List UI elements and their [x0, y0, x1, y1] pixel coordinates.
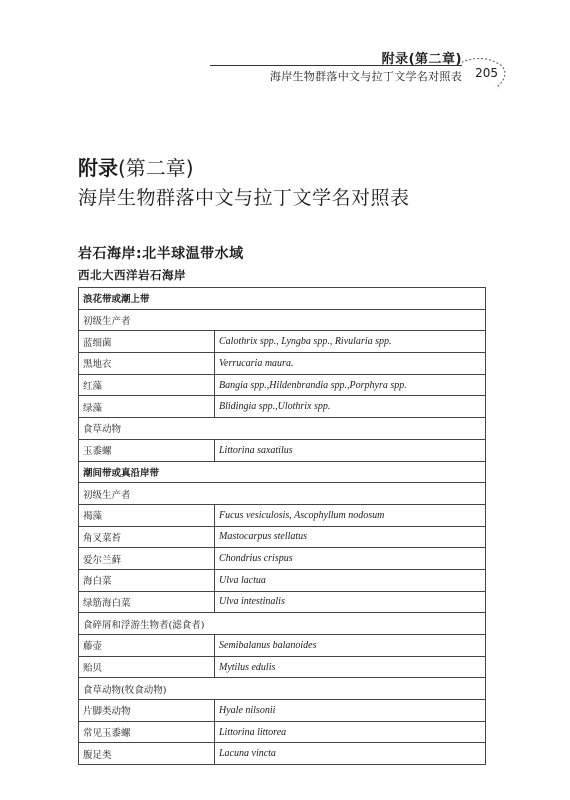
- running-header: [210, 48, 540, 88]
- category-cell: 食草动物(牧食动物): [79, 678, 486, 700]
- common-name-cell: 绿筋海白菜: [79, 591, 215, 613]
- chapter-title-bold: 附录: [78, 156, 118, 180]
- latin-name-cell: Verrucaria maura.: [215, 353, 486, 375]
- running-header-subtitle: 海岸生物群落中文与拉丁文学名对照表: [269, 70, 462, 83]
- table-row: [79, 591, 486, 613]
- table-row: [79, 353, 486, 375]
- latin-name-cell: Littorina saxatilus: [215, 439, 486, 461]
- common-name-cell: 片脚类动物: [79, 700, 215, 722]
- table-row: [79, 374, 486, 396]
- category-row: [79, 678, 486, 700]
- category-cell: 食草动物: [79, 418, 486, 440]
- latin-name-cell: Bangia spp.,Hildenbrandia spp.,Porphyra spp.: [215, 374, 486, 396]
- running-header-chapter: 附录(第二章): [381, 52, 462, 67]
- section-title: 岩石海岸:北半球温带水域: [78, 246, 244, 262]
- category-row: [79, 483, 486, 505]
- latin-name-cell: Calothrix spp., Lyngba spp., Rivularia spp.: [215, 331, 486, 353]
- table-row: [79, 439, 486, 461]
- latin-name-cell: Mastocarpus stellatus: [215, 526, 486, 548]
- common-name-cell: 绿藻: [79, 396, 215, 418]
- common-name-cell: 褐藻: [79, 504, 215, 526]
- latin-name-cell: Hyale nilsonii: [215, 700, 486, 722]
- zone-heading-cell: 潮间带或真沿岸带: [79, 461, 486, 483]
- table-row: [79, 656, 486, 678]
- latin-name-cell: Ulva lactua: [215, 569, 486, 591]
- category-row: [79, 613, 486, 635]
- latin-name-cell: Ulva intestinalis: [215, 591, 486, 613]
- zone-heading-row: [79, 288, 486, 310]
- latin-name-cell: Mytilus edulis: [215, 656, 486, 678]
- table-row: [79, 635, 486, 657]
- category-cell: 食碎屑和浮游生物者(滤食者): [79, 613, 486, 635]
- common-name-cell: 红藻: [79, 374, 215, 396]
- latin-name-cell: Littorina littorea: [215, 721, 486, 743]
- latin-name-cell: Semibalanus balanoides: [215, 635, 486, 657]
- table-row: [79, 569, 486, 591]
- table-row: [79, 396, 486, 418]
- latin-name-cell: Lacuna vincta: [215, 743, 486, 765]
- common-name-cell: 黑地衣: [79, 353, 215, 375]
- subsection-title: 西北大西洋岩石海岸: [78, 268, 186, 282]
- common-name-cell: 角叉菜苔: [79, 526, 215, 548]
- chapter-title: [78, 152, 194, 181]
- chapter-subtitle: 海岸生物群落中文与拉丁文学名对照表: [78, 187, 410, 209]
- category-row: [79, 418, 486, 440]
- common-name-cell: 蓝细菌: [79, 331, 215, 353]
- table-row: [79, 548, 486, 570]
- common-name-cell: 常见玉黍螺: [79, 721, 215, 743]
- common-name-cell: 海白菜: [79, 569, 215, 591]
- table-row: [79, 504, 486, 526]
- common-name-cell: 玉黍螺: [79, 439, 215, 461]
- common-name-cell: 腹足类: [79, 743, 215, 765]
- category-cell: 初级生产者: [79, 309, 486, 331]
- page-number-arc-ornament: [452, 50, 510, 92]
- table-row: [79, 331, 486, 353]
- page-number: 205: [475, 66, 498, 80]
- zone-heading-cell: 浪花带或潮上带: [79, 288, 486, 310]
- category-row: [79, 309, 486, 331]
- category-cell: 初级生产者: [79, 483, 486, 505]
- common-name-cell: 爱尔兰藓: [79, 548, 215, 570]
- species-table: [78, 287, 486, 765]
- table-row: [79, 743, 486, 765]
- chapter-title-rest: (第二章): [118, 156, 194, 180]
- latin-name-cell: Chondrius crispus: [215, 548, 486, 570]
- table-row: [79, 700, 486, 722]
- zone-heading-row: [79, 461, 486, 483]
- table-row: [79, 721, 486, 743]
- table-row: [79, 526, 486, 548]
- latin-name-cell: Blidingia spp.,Ulothrix spp.: [215, 396, 486, 418]
- running-header-rule: [210, 65, 462, 66]
- common-name-cell: 贻贝: [79, 656, 215, 678]
- latin-name-cell: Fucus vesiculosis, Ascophyllum nodosum: [215, 504, 486, 526]
- common-name-cell: 藤壶: [79, 635, 215, 657]
